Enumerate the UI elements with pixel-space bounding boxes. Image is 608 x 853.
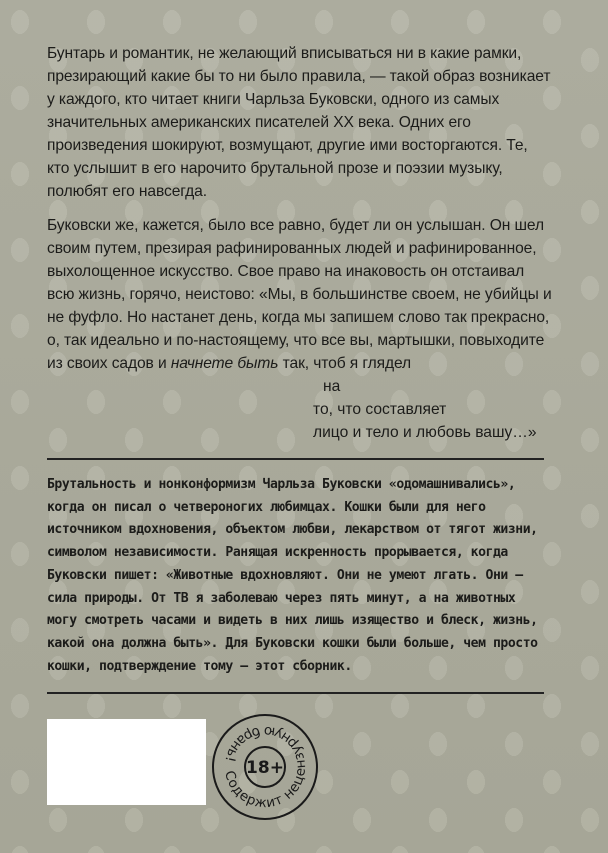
poem-line: на — [323, 378, 341, 395]
intro-paragraph-2 — [47, 214, 552, 375]
divider-bottom — [47, 692, 544, 694]
intro-paragraph-2-start: Буковски же, кажется, было все равно, будет ли он услышан. Он шел своим путем, презирая рафинированных людей и рафинированное, выхолощенное искусство. Свое право на инаковость он отстаивал всю жизнь, горячо, неистово: «Мы, в большинстве своем, не убийцы и не фуфло. Но настанет день, когда мы запишем слово так прекрасно, о, так идеально и по-настоящему, что все вы, мартышки, повыходите из своих садов и — [47, 217, 552, 372]
age-rating-badge — [210, 712, 320, 822]
badge-ring-text: Содержит нецензурную брань! — [221, 722, 310, 812]
poem-line: то, что составляет — [313, 401, 447, 418]
age-rating-seal — [210, 712, 320, 822]
summary-paragraph: Брутальность и нонконформизм Чарльза Буковски «одомашнивались», когда он писал о четвероногих любимцах. Кошки были для него источником вдохновения, объектом любви, лекарством от тягот жизни, символом независимости. Ранящая искренность прорывается, когда Буковски пишет: «Животные вдохновляют. Они не умеют лгать. Они — сила природы. От ТВ я заболеваю через пять минут, а на животных могу смотреть часами и видеть в них лишь изящество и блеск, жизнь, какой она должна быть». Для Буковски кошки были больше, чем просто кошки, подтверждение тому — этот сборник. — [47, 477, 538, 674]
divider-top — [47, 458, 544, 460]
poem-line: лицо и тело и любовь вашу…» — [313, 424, 537, 441]
intro-paragraph-1: Бунтарь и романтик, не желающий вписываться ни в какие рамки, презирающий какие бы то ни было правила, — такой образ возникает у каждого, кто читает книги Чарльза Буковски, одного из самых значительных американских писателей XX века. Одних его произведения шокируют, возмущают, другие ими восторгаются. Те, кто услышит в его нарочито брутальной прозе и поэзии музыку, полюбят его навсегда. — [47, 45, 551, 200]
intro-paragraph-2-end: так, чтоб я глядел — [278, 355, 412, 372]
poem-excerpt — [47, 375, 552, 444]
back-cover-text — [47, 42, 552, 694]
barcode-area — [47, 719, 206, 805]
age-rating-text: 18+ — [246, 758, 284, 778]
intro-paragraph-2-italic: начнете быть — [170, 355, 279, 372]
